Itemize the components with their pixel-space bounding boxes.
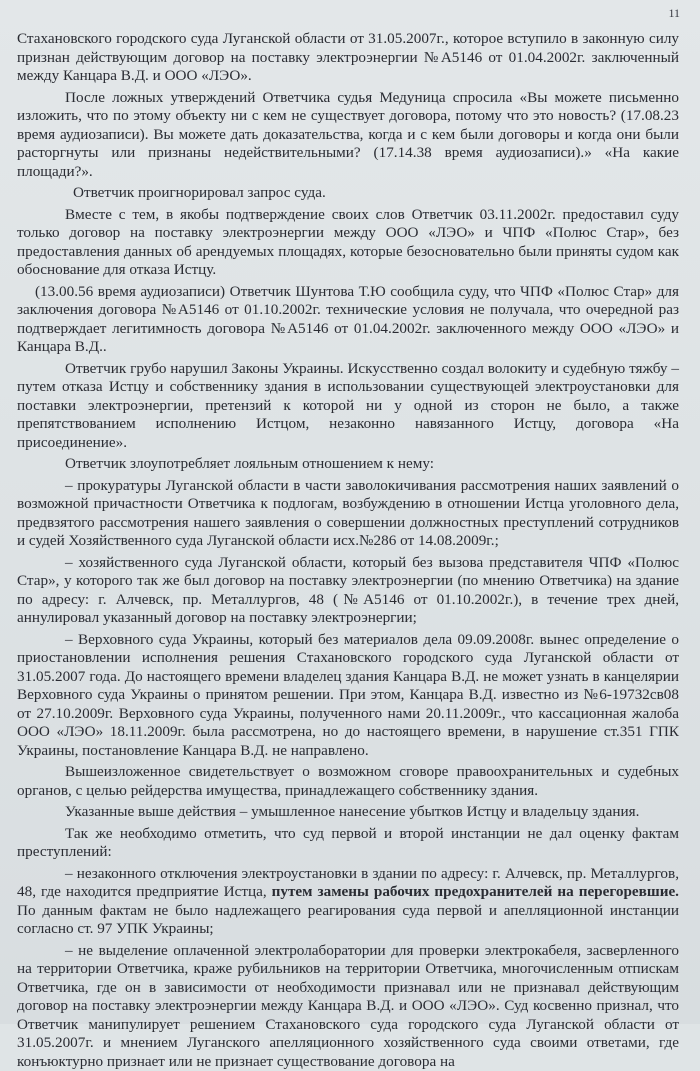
text-span: – Верховного суда Украины, который без материалов дела 09.09.2008г. вынес определение о приостановлении исполнения решения Стахановского городского суда Луганской области от 31.05.2007 года. До настоящего времени владелец здания Канцара В.Д. не может узнать в канцелярии Верховного суда Украины о принятом решении. При этом, Канцара В.Д. известно из №6-19732св08 от 27.10.2009г. Верховного суда Украины, полученного нами 20.11.2009г., что кассационная жалоба ООО «ЛЭО» 18.11.2009г. была рассмотрена, но до настоящего времени, в нарушение ст.351 ГПК Украины, постановление Канцара В.Д. не направлено. <box>17 631 679 759</box>
document-body <box>17 30 679 1071</box>
paragraph <box>17 631 679 761</box>
text-span: Вышеизложенное свидетельствует о возможном сговоре правоохранительных и судебных органов, с целью рейдерства имущества, принадлежащего собственнику здания. <box>17 763 679 799</box>
text-span: После ложных утверждений Ответчика судья Медуница спросила «Вы можете письменно изложить, что по этому объекту ни с кем не существует договора, потому что это новость? (17.08.23 время аудиозаписи). Вы можете дать доказательства, когда и с кем были договоры и когда они были расторгнуты или признаны недействительными? (17.14.38 время аудиозаписи).» «На какие площади?». <box>17 89 679 180</box>
text-span: – не выделение оплаченной электролаборатории для проверки электрокабеля, засверленного на территории Ответчика, краже рубильников на территории Ответчика, многочисленным отпискам Ответчика, где он в зависимости от необходимости признавал или не признавал действующим договор на поставку электроэнергии между Канцара В.Д. и ООО «ЛЭО». Суд косвенно признал, что Ответчик манипулирует решением Стахановского суда городского суда Луганской области от 31.05.2007г. и мнением Луганского апелляционного хозяйственного суда своими ответами, где конъюктурно признает или не признает существование договора на <box>17 942 679 1070</box>
text-span: Так же необходимо отметить, что суд первой и второй инстанции не дал оценку фактам преступлений: <box>17 825 679 861</box>
text-span: Вместе с тем, в якобы подтверждение своих слов Ответчик 03.11.2002г. предоставил суду только договор на поставку электроэнергии между ООО «ЛЭО» и ЧПФ «Полюс Стар», без предоставления данных об арендуемых площадях, которые безосновательно были приняты судом как обоснование для отказа Истцу. <box>17 206 679 279</box>
paragraph <box>17 455 679 474</box>
paragraph <box>17 865 679 939</box>
text-span: Ответчик злоупотребляет лояльным отношением к нему: <box>65 455 434 472</box>
paragraph <box>17 30 679 86</box>
paragraph <box>17 477 679 551</box>
text-span: Стахановского городского суда Луганской области от 31.05.2007г., которое вступило в законную силу признан действующим договор на поставку электроэнергии №А5146 от 01.04.2002г. заключенный между Канцара В.Д. и ООО «ЛЭО». <box>17 30 679 84</box>
paragraph <box>17 803 679 822</box>
paragraph <box>17 283 679 357</box>
text-span: Ответчик проигнорировал запрос суда. <box>73 184 326 201</box>
text-span: – хозяйственного суда Луганской области, который без вызова представителя ЧПФ «Полюс Стар», у которого так же был договор на поставку электроэнергии (по мнению Ответчика) на здание по адресу: г. Алчевск, пр. Металлургов, 48 (№А5146 от 01.10.2002г.), в течение трех дней, аннулировал указанный договор на поставку электроэнергии; <box>17 554 679 627</box>
text-span: Ответчик грубо нарушил Законы Украины. Искусственно создал волокиту и судебную тяжбу – путем отказа Истцу и собственнику здания в использовании существующей электроустановки для поставки электроэнергии, претензий к которой ни у одной из сторон не было, а также препятствованием исполнению Истцом, незаконно навязанного Истцу, договора «На присоединение». <box>17 360 679 451</box>
paragraph <box>17 763 679 800</box>
bold-text-span: путем замены рабочих предохранителей на перегоревшие. <box>272 883 679 900</box>
text-span: – прокуратуры Луганской области в части заволокичивания рассмотрения наших заявлений о возможной причастности Ответчика к подлогам, возбуждению в отношении Истца уголовного дела, предвзятого рассмотрения нашего заявления о совершении должностных преступлений сотрудников и судей Хозяйственного суда Луганской области исх.№286 от 14.08.2009г.; <box>17 477 679 550</box>
paragraph <box>17 184 679 203</box>
text-span: Указанные выше действия – умышленное нанесение убытков Истцу и владельцу здания. <box>65 803 639 820</box>
text-span: По данным фактам не было надлежащего реагирования суда первой и апелляционной инстанции согласно ст. 97 УПК Украины; <box>17 902 679 938</box>
paragraph <box>17 825 679 862</box>
paragraph <box>17 554 679 628</box>
paragraph <box>17 206 679 280</box>
page-number: 11 <box>668 6 680 21</box>
paragraph <box>17 942 679 1071</box>
paragraph <box>17 360 679 453</box>
text-span: (13.00.56 время аудиозаписи) Ответчик Шунтова Т.Ю сообщила суду, что ЧПФ «Полюс Стар» для заключения договора №А5146 от 01.10.2002г. технические условия не получала, что очередной раз подтверждает легитимность договора №А5146 от 01.04.2002г. заключенного между ООО «ЛЭО» и Канцара В.Д.. <box>17 283 679 356</box>
text-span: – незаконного отключения электроустановки в здании по адресу: г. Алчевск, пр. Металлургов, 48, где находится предприятие Истца, <box>17 865 679 901</box>
paragraph <box>17 89 679 182</box>
